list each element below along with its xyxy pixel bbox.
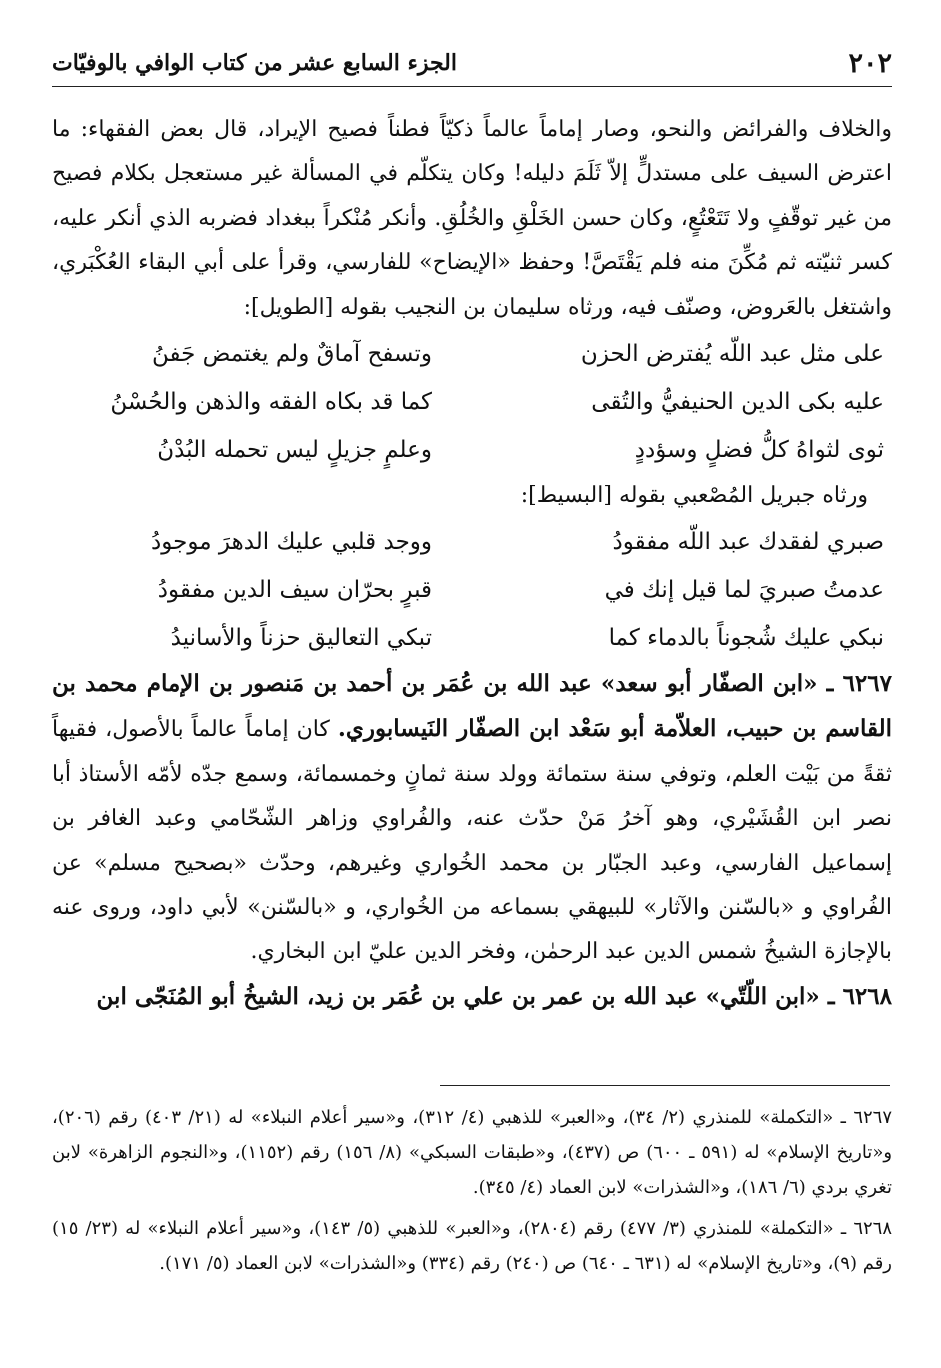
verse-second-hemistich: كما قد بكاه الفقه والذهن والحُسْنُ: [110, 389, 432, 416]
verse-second-hemistich: ووجد قلبي عليك الدهرَ موجودُ: [151, 529, 432, 556]
verse-first-hemistich: على مثل عبد اللّه يُفترض الحزن: [580, 341, 884, 368]
verse-second-hemistich: وعلمٍ جزيلٍ ليس تحمله البُدْنُ: [157, 437, 432, 464]
page-header: [52, 40, 892, 87]
verse-line: [52, 614, 892, 662]
verse-line: [52, 330, 892, 378]
verse-first-hemistich: صبري لفقدك عبد اللّه مفقودُ: [612, 529, 884, 556]
main-text: [52, 108, 892, 1020]
verse-line: [52, 566, 892, 614]
verse-first-hemistich: نبكي عليك شُجوناً بالدماء كما: [608, 625, 884, 652]
paragraph-continuation: والخلاف والفرائض والنحو، وصار إماماً عالماً ذكيّاً فطناً فصيح الإيراد، قال بعض الفقهاء: ما اعترض السيف على مستدلٍّ إلاّ ثَلَمَ دليله! وكان يتكلّم في المسألة غير مستعجل بكلام فصيح من غير توقّفٍ ولا تَتَعْتُعٍ، وكان حسن الخَلْقِ والخُلُقِ. وأنكر مُنْكراً ببغداد فضربه الذي أنكر عليه، كسر ثنيّته ثم مُكِّنَ منه فلم يَقْتَصَّ! وحفظ «الإيضاح» للفارسي، وقرأ على أبي البقاء العُكْبَري، واشتغل بالعَروض، وصنّف فيه، ورثاه سليمان بن النجيب بقوله [الطويل]:: [52, 117, 892, 320]
footnotes: [52, 1100, 892, 1287]
verse-first-hemistich: ثوى لثواهُ كلُّ فضلٍ وسؤددٍ: [634, 437, 884, 464]
verse-second-hemistich: وتسفح آماقٌ ولم يغتمض جَفنُ: [151, 341, 432, 368]
elegy-poem-2: [52, 518, 892, 662]
entry-6267-heading: ٦٢٦٧ ـ «ابن الصفّار أبو سعد» عبد الله بن عُمَر بن أحمد بن مَنصور بن الإمام محمد بن القاسم بن حبيب، العلاّمة أبو سَعْد ابن الصفّار النَيسابوري.: [52, 670, 892, 743]
entry-6267: [52, 662, 892, 975]
verse-line: [52, 426, 892, 474]
footnote-6267: ٦٢٦٧ ـ «التكملة» للمنذري (٢/ ٣٤)، و«العبر» للذهبي (٤/ ٣١٢)، و«سير أعلام النبلاء» له (٢١/ ٤٠٣) رقم (٢٠٦)، و«تاريخ الإسلام» له (٥٩١ ـ ٦٠٠) ص (٤٣٧)، و«طبقات السبكي» (٨/ ١٥٦) رقم (١١٥٢)، و«النجوم الزاهرة» لابن تغري بردي (٦/ ١٨٦)، و«الشذرات» لابن العماد (٤/ ٣٤٥).: [52, 1107, 893, 1198]
footnote-separator: [440, 1085, 890, 1086]
running-title: الجزء السابع عشر من كتاب الوافي بالوفيّات: [52, 50, 457, 76]
verse-second-hemistich: تبكي التعاليق حزناً والأسانيدُ: [170, 625, 432, 652]
verse-first-hemistich: عليه بكى الدين الحنيفيُّ والتُقى: [591, 389, 884, 416]
entry-6268: [52, 975, 892, 1020]
entry-6267-text: كان إماماً عالماً بالأصول، فقيهاً ثقةً من بَيْت العلم، وتوفي سنة ستمائة وولد سنة ثمانٍ وخمسمائة، وسمع جدّه لأمّه الأستاذ أبا نصر ابن القُشَيْري، وهو آخرُ مَنْ حدّث عنه، والفُراوي وزاهر الشّحّامي وعبد الغافر بن إسماعيل الفارسي، وعبد الجبّار بن محمد الخُواري وغيرهم، وحدّث «بصحيح مسلم» عن الفُراوي و «بالسّنن والآثار» للبيهقي بسماعه من الخُواري، و «بالسّنن» لأبي داود، وروى عنه بالإجازة الشيخُ شمس الدين عبد الرحمٰن، وفخر الدين عليّ ابن البخاري.: [52, 717, 892, 965]
verse-line: [52, 378, 892, 426]
verse-first-hemistich: عدمتُ صبريَ لما قيل إنك في: [604, 577, 884, 604]
entry-6268-heading: ٦٢٦٨ ـ «ابن اللّتّي» عبد الله بن عمر بن علي بن عُمَر بن زيد، الشيخُ أبو المُنَجّى ابن: [96, 982, 892, 1010]
footnote-6268: ٦٢٦٨ ـ «التكملة» للمنذري (٣/ ٤٧٧) رقم (٢٨٠٤)، و«العبر» للذهبي (٥/ ١٤٣)، و«سير أعلام النبلاء» له (٢٣/ ١٥) رقم (٩)، و«تاريخ الإسلام» له (٦٣١ ـ ٦٤٠) ص (٢٤٠) رقم (٣٣٤) و«الشذرات» لابن العماد (٥/ ١٧١).: [52, 1218, 892, 1274]
verse-second-hemistich: قبرٍ بحرّان سيف الدين مفقودُ: [157, 577, 432, 604]
poem-2-intro: ورثاه جبريل المُصْعبي بقوله [البسيط]:: [520, 483, 868, 509]
verse-line: [52, 518, 892, 566]
page-number: ٢٠٢: [848, 47, 892, 79]
elegy-poem-1: [52, 330, 892, 474]
